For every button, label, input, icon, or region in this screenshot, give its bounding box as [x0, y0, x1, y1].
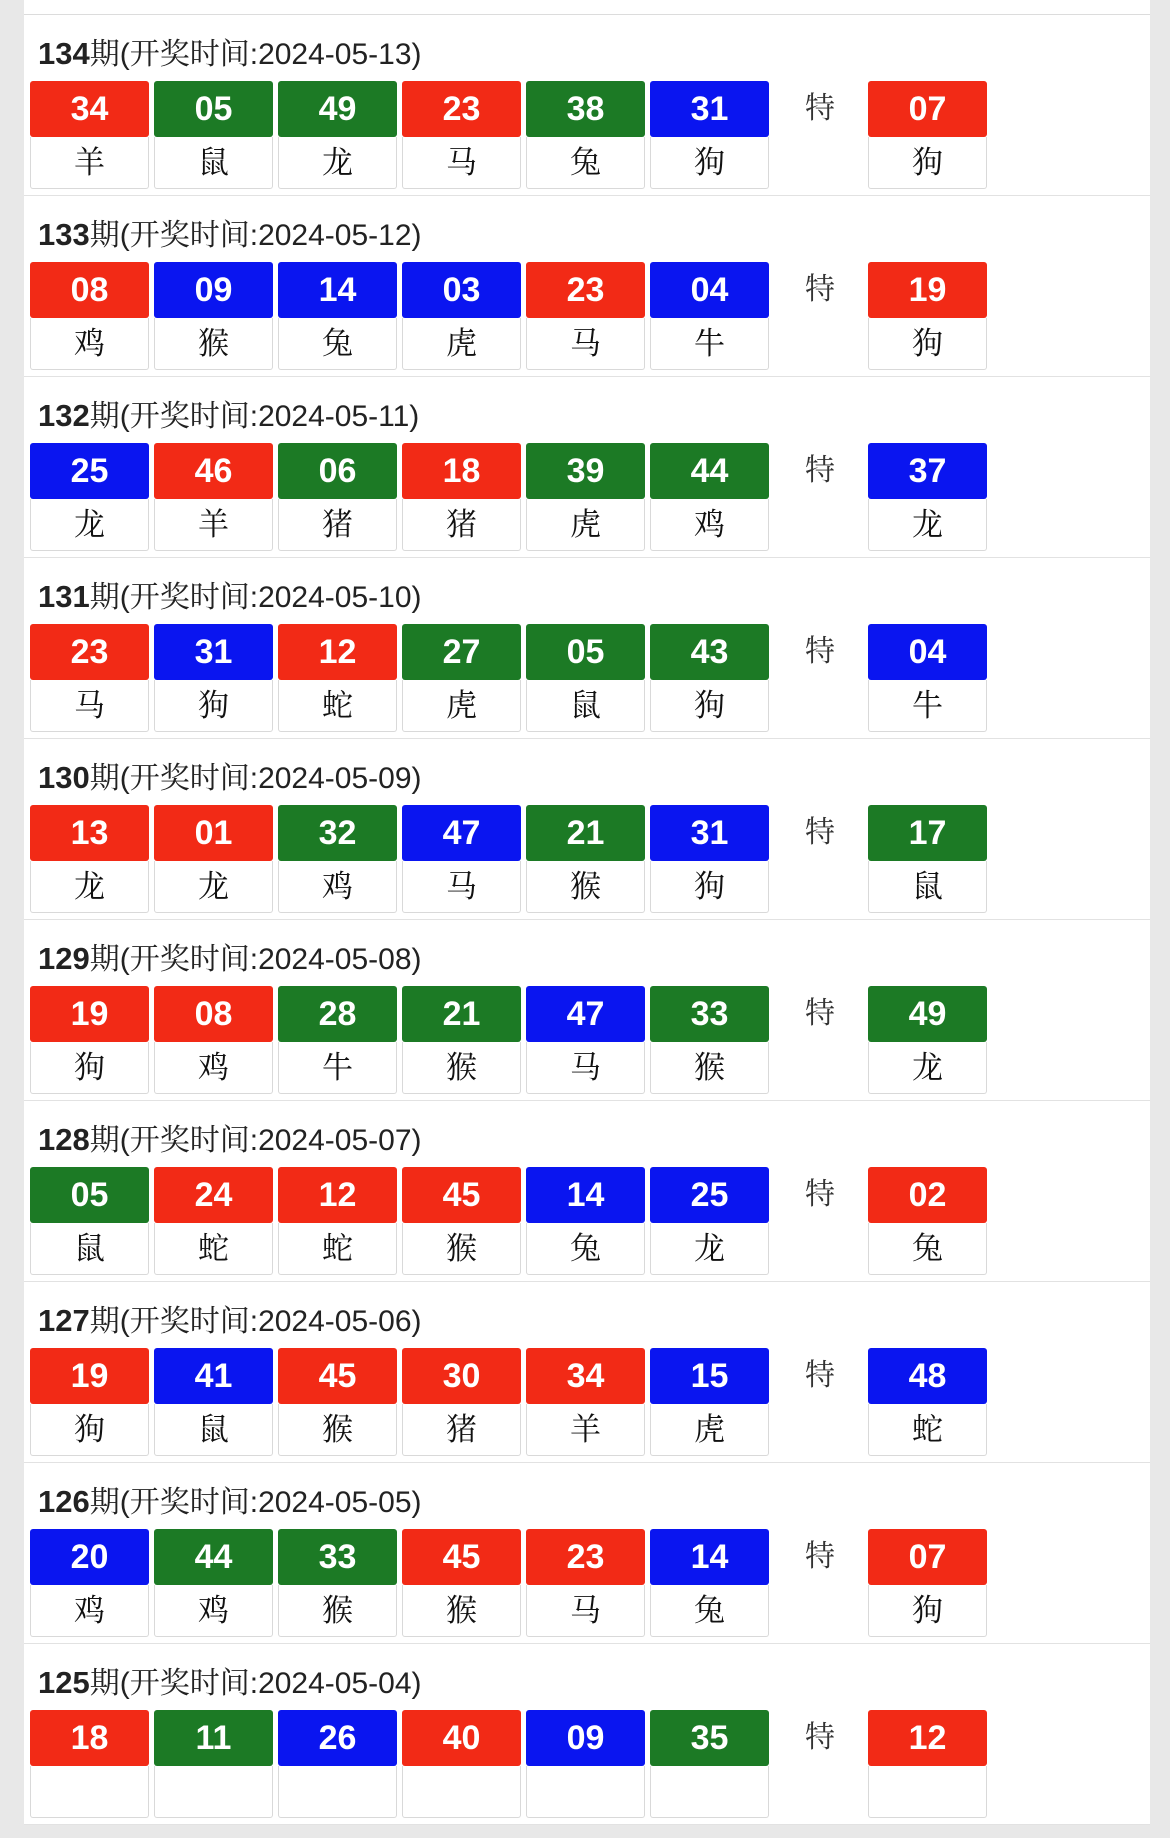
ball-cell [650, 1529, 769, 1637]
special-ball-label: 特 [805, 1721, 835, 1754]
ball-cell [402, 1710, 521, 1818]
special-ball-cell [868, 1710, 987, 1818]
ball-cell [526, 805, 645, 913]
draw-issue-number: 133 [38, 217, 90, 252]
special-ball-number: 07 [868, 1529, 987, 1585]
ball-zodiac [526, 1766, 645, 1818]
ball-number: 23 [402, 81, 521, 137]
ball-number: 21 [526, 805, 645, 861]
draw-date-prefix: 期(开奖时间: [89, 581, 259, 614]
ball-number: 21 [402, 986, 521, 1042]
draw-title [24, 1282, 1150, 1348]
ball-cell [154, 1348, 273, 1456]
ball-zodiac: 兔 [278, 318, 397, 370]
draw-date: 2024-05-11 [258, 400, 410, 433]
ball-zodiac: 猪 [402, 1404, 521, 1456]
ball-zodiac: 猴 [278, 1585, 397, 1637]
ball-number: 44 [154, 1529, 273, 1585]
ball-cell [154, 443, 273, 551]
ball-number: 46 [154, 443, 273, 499]
ball-cell [154, 1167, 273, 1275]
draw-row [24, 443, 1150, 551]
ball-cell [650, 262, 769, 370]
ball-number: 08 [154, 986, 273, 1042]
special-ball-number: 49 [868, 986, 987, 1042]
ball-number: 38 [526, 81, 645, 137]
draw-block [24, 558, 1150, 739]
draw-row [24, 986, 1150, 1094]
ball-zodiac: 马 [526, 1585, 645, 1637]
special-ball-zodiac: 兔 [868, 1223, 987, 1275]
special-ball-cell [868, 624, 987, 732]
ball-zodiac: 狗 [154, 680, 273, 732]
ball-cell [30, 1710, 149, 1818]
draw-title [24, 1644, 1150, 1710]
ball-number: 01 [154, 805, 273, 861]
ball-zodiac: 猴 [154, 318, 273, 370]
ball-zodiac: 鸡 [30, 318, 149, 370]
draw-issue-number: 131 [38, 579, 90, 614]
special-ball-label: 特 [805, 816, 835, 849]
ball-cell [526, 1710, 645, 1818]
ball-cell [30, 81, 149, 189]
ball-number: 33 [650, 986, 769, 1042]
ball-zodiac: 狗 [650, 861, 769, 913]
ball-cell [154, 986, 273, 1094]
ball-zodiac: 猴 [402, 1585, 521, 1637]
ball-number: 49 [278, 81, 397, 137]
ball-number: 14 [526, 1167, 645, 1223]
ball-number: 06 [278, 443, 397, 499]
ball-number: 47 [402, 805, 521, 861]
ball-number: 25 [650, 1167, 769, 1223]
ball-zodiac: 猴 [650, 1042, 769, 1094]
ball-cell [30, 986, 149, 1094]
ball-cell [402, 986, 521, 1094]
ball-number: 03 [402, 262, 521, 318]
special-ball-zodiac: 狗 [868, 318, 987, 370]
draw-date-prefix: 期(开奖时间: [89, 400, 259, 433]
ball-number: 34 [526, 1348, 645, 1404]
ball-zodiac: 龙 [30, 499, 149, 551]
special-ball-zodiac: 龙 [868, 499, 987, 551]
ball-number: 31 [650, 81, 769, 137]
ball-zodiac: 马 [402, 137, 521, 189]
draw-issue-number: 134 [38, 36, 90, 71]
ball-zodiac: 鼠 [30, 1223, 149, 1275]
ball-zodiac: 羊 [154, 499, 273, 551]
ball-cell [650, 986, 769, 1094]
ball-number: 28 [278, 986, 397, 1042]
special-ball-number: 07 [868, 81, 987, 137]
ball-zodiac: 龙 [278, 137, 397, 189]
ball-number: 18 [402, 443, 521, 499]
draw-issue-number: 129 [38, 941, 90, 976]
ball-cell [278, 1167, 397, 1275]
draw-date-suffix: ) [411, 1486, 422, 1519]
ball-number: 31 [650, 805, 769, 861]
ball-number: 15 [650, 1348, 769, 1404]
ball-cell [650, 805, 769, 913]
draw-date-prefix: 期(开奖时间: [89, 1667, 259, 1700]
special-ball-cell [868, 1348, 987, 1456]
ball-number: 32 [278, 805, 397, 861]
draw-date-prefix: 期(开奖时间: [89, 38, 259, 71]
ball-zodiac: 虎 [402, 318, 521, 370]
ball-cell [650, 1710, 769, 1818]
ball-number: 41 [154, 1348, 273, 1404]
special-ball-number: 02 [868, 1167, 987, 1223]
ball-cell [30, 1167, 149, 1275]
ball-number: 31 [154, 624, 273, 680]
special-ball-label: 特 [805, 273, 835, 306]
ball-cell [402, 624, 521, 732]
ball-zodiac: 虎 [526, 499, 645, 551]
ball-zodiac: 马 [402, 861, 521, 913]
ball-zodiac: 鼠 [154, 137, 273, 189]
draw-block [24, 920, 1150, 1101]
ball-number: 35 [650, 1710, 769, 1766]
ball-zodiac: 龙 [30, 861, 149, 913]
ball-number: 05 [30, 1167, 149, 1223]
draw-title [24, 1463, 1150, 1529]
ball-zodiac: 鸡 [154, 1585, 273, 1637]
draw-block [24, 15, 1150, 196]
draw-date-prefix: 期(开奖时间: [89, 1486, 259, 1519]
ball-zodiac: 猪 [402, 499, 521, 551]
ball-number: 12 [278, 1167, 397, 1223]
ball-zodiac: 鸡 [650, 499, 769, 551]
draw-row [24, 1710, 1150, 1818]
ball-zodiac: 狗 [650, 680, 769, 732]
ball-number: 23 [526, 1529, 645, 1585]
ball-cell [650, 624, 769, 732]
ball-number: 23 [526, 262, 645, 318]
draw-date-prefix: 期(开奖时间: [89, 943, 259, 976]
draw-date: 2024-05-10 [258, 581, 412, 614]
ball-zodiac: 牛 [278, 1042, 397, 1094]
ball-cell [278, 1529, 397, 1637]
draw-block [24, 377, 1150, 558]
draw-block [24, 196, 1150, 377]
ball-cell [650, 1348, 769, 1456]
ball-cell [30, 1348, 149, 1456]
ball-number: 11 [154, 1710, 273, 1766]
ball-zodiac: 兔 [650, 1585, 769, 1637]
ball-cell [402, 443, 521, 551]
ball-number: 18 [30, 1710, 149, 1766]
ball-number: 26 [278, 1710, 397, 1766]
ball-number: 04 [650, 262, 769, 318]
special-ball-number: 48 [868, 1348, 987, 1404]
draw-title [24, 920, 1150, 986]
ball-number: 39 [526, 443, 645, 499]
ball-zodiac: 猴 [526, 861, 645, 913]
ball-zodiac: 龙 [650, 1223, 769, 1275]
ball-zodiac: 虎 [650, 1404, 769, 1456]
ball-zodiac [30, 1766, 149, 1818]
draw-block [24, 1282, 1150, 1463]
ball-cell [154, 805, 273, 913]
ball-number: 27 [402, 624, 521, 680]
ball-zodiac: 马 [526, 1042, 645, 1094]
draw-title [24, 377, 1150, 443]
draw-row [24, 805, 1150, 913]
ball-zodiac: 蛇 [278, 1223, 397, 1275]
ball-number: 45 [402, 1529, 521, 1585]
ball-zodiac: 羊 [526, 1404, 645, 1456]
ball-zodiac: 鸡 [154, 1042, 273, 1094]
ball-number: 14 [278, 262, 397, 318]
ball-number: 43 [650, 624, 769, 680]
draw-block [24, 1101, 1150, 1282]
ball-cell [278, 624, 397, 732]
ball-number: 45 [402, 1167, 521, 1223]
draw-date-suffix: ) [411, 762, 422, 795]
draw-issue-number: 128 [38, 1122, 90, 1157]
ball-cell [526, 1348, 645, 1456]
draw-date: 2024-05-09 [258, 762, 412, 795]
draw-title [24, 1101, 1150, 1167]
ball-number: 09 [154, 262, 273, 318]
ball-cell [30, 805, 149, 913]
ball-zodiac: 虎 [402, 680, 521, 732]
ball-cell [526, 1167, 645, 1275]
ball-number: 08 [30, 262, 149, 318]
draw-date: 2024-05-05 [258, 1486, 412, 1519]
ball-zodiac [402, 1766, 521, 1818]
ball-cell [526, 624, 645, 732]
ball-number: 19 [30, 1348, 149, 1404]
ball-zodiac: 兔 [526, 1223, 645, 1275]
ball-cell [154, 262, 273, 370]
ball-number: 09 [526, 1710, 645, 1766]
ball-cell [526, 81, 645, 189]
ball-cell [278, 805, 397, 913]
ball-zodiac: 猴 [402, 1042, 521, 1094]
special-ball-cell [868, 805, 987, 913]
ball-cell [278, 81, 397, 189]
ball-number: 45 [278, 1348, 397, 1404]
ball-cell [526, 1529, 645, 1637]
ball-cell [278, 443, 397, 551]
special-ball-label: 特 [805, 92, 835, 125]
special-ball-cell [868, 1167, 987, 1275]
special-ball-cell [868, 986, 987, 1094]
ball-cell [402, 1167, 521, 1275]
draw-date-prefix: 期(开奖时间: [89, 219, 259, 252]
ball-cell [402, 805, 521, 913]
ball-zodiac [154, 1766, 273, 1818]
draw-issue-number: 130 [38, 760, 90, 795]
ball-number: 05 [526, 624, 645, 680]
draw-date-suffix: ) [411, 1305, 422, 1338]
draw-date-suffix: ) [411, 1124, 422, 1157]
ball-zodiac: 蛇 [154, 1223, 273, 1275]
special-ball-zodiac [868, 1766, 987, 1818]
ball-cell [30, 1529, 149, 1637]
ball-number: 14 [650, 1529, 769, 1585]
ball-zodiac: 马 [526, 318, 645, 370]
draw-row [24, 1529, 1150, 1637]
draw-date: 2024-05-12 [258, 219, 412, 252]
ball-cell [278, 262, 397, 370]
draw-date-suffix: ) [411, 38, 422, 71]
ball-cell [154, 1710, 273, 1818]
ball-zodiac: 马 [30, 680, 149, 732]
ball-number: 12 [278, 624, 397, 680]
ball-zodiac: 猴 [402, 1223, 521, 1275]
draw-date-suffix: ) [411, 581, 422, 614]
ball-cell [278, 1710, 397, 1818]
ball-cell [402, 1348, 521, 1456]
special-ball-label: 特 [805, 1540, 835, 1573]
ball-number: 19 [30, 986, 149, 1042]
draw-date: 2024-05-08 [258, 943, 412, 976]
ball-zodiac: 猪 [278, 499, 397, 551]
draw-block [24, 1463, 1150, 1644]
ball-zodiac [278, 1766, 397, 1818]
draw-issue-number: 125 [38, 1665, 90, 1700]
ball-cell [650, 1167, 769, 1275]
ball-number: 13 [30, 805, 149, 861]
draw-date: 2024-05-13 [258, 38, 412, 71]
ball-number: 40 [402, 1710, 521, 1766]
ball-cell [402, 262, 521, 370]
draw-date: 2024-05-04 [258, 1667, 412, 1700]
special-ball-zodiac: 龙 [868, 1042, 987, 1094]
draw-block [24, 1644, 1150, 1825]
draw-date-suffix: ) [411, 1667, 422, 1700]
special-ball-number: 19 [868, 262, 987, 318]
draw-results-list [24, 15, 1150, 1825]
draw-date-prefix: 期(开奖时间: [89, 1305, 259, 1338]
special-ball-label: 特 [805, 997, 835, 1030]
ball-cell [30, 624, 149, 732]
ball-cell [154, 624, 273, 732]
ball-zodiac: 鼠 [154, 1404, 273, 1456]
special-ball-label: 特 [805, 454, 835, 487]
special-ball-cell [868, 81, 987, 189]
draw-title [24, 196, 1150, 262]
special-ball-number: 17 [868, 805, 987, 861]
special-ball-number: 37 [868, 443, 987, 499]
ball-number: 25 [30, 443, 149, 499]
ball-zodiac: 猴 [278, 1404, 397, 1456]
draw-title [24, 558, 1150, 624]
ball-zodiac: 狗 [650, 137, 769, 189]
draw-row [24, 1348, 1150, 1456]
special-ball-zodiac: 鼠 [868, 861, 987, 913]
ball-number: 23 [30, 624, 149, 680]
special-ball-number: 04 [868, 624, 987, 680]
ball-cell [30, 443, 149, 551]
ball-zodiac: 蛇 [278, 680, 397, 732]
draw-date-suffix: ) [411, 943, 422, 976]
draw-date-suffix: ) [409, 400, 420, 433]
page-top-strip [24, 0, 1150, 15]
ball-zodiac: 狗 [30, 1042, 149, 1094]
special-ball-zodiac: 狗 [868, 1585, 987, 1637]
ball-cell [526, 986, 645, 1094]
special-ball-zodiac: 狗 [868, 137, 987, 189]
ball-cell [154, 1529, 273, 1637]
ball-cell [154, 81, 273, 189]
draw-date-prefix: 期(开奖时间: [89, 1124, 259, 1157]
draw-date: 2024-05-07 [258, 1124, 412, 1157]
ball-zodiac [650, 1766, 769, 1818]
draw-date-prefix: 期(开奖时间: [89, 762, 259, 795]
ball-zodiac: 鼠 [526, 680, 645, 732]
ball-zodiac: 狗 [30, 1404, 149, 1456]
draw-title [24, 739, 1150, 805]
ball-zodiac: 羊 [30, 137, 149, 189]
draw-row [24, 624, 1150, 732]
draw-row [24, 81, 1150, 189]
ball-number: 33 [278, 1529, 397, 1585]
ball-cell [650, 81, 769, 189]
ball-cell [402, 1529, 521, 1637]
ball-zodiac: 龙 [154, 861, 273, 913]
ball-cell [30, 262, 149, 370]
ball-zodiac: 鸡 [30, 1585, 149, 1637]
special-ball-zodiac: 蛇 [868, 1404, 987, 1456]
special-ball-cell [868, 443, 987, 551]
special-ball-cell [868, 262, 987, 370]
ball-zodiac: 牛 [650, 318, 769, 370]
ball-cell [526, 262, 645, 370]
draw-row [24, 1167, 1150, 1275]
special-ball-label: 特 [805, 1178, 835, 1211]
draw-issue-number: 127 [38, 1303, 90, 1338]
ball-number: 24 [154, 1167, 273, 1223]
draw-title [24, 15, 1150, 81]
ball-cell [650, 443, 769, 551]
ball-cell [402, 81, 521, 189]
ball-number: 30 [402, 1348, 521, 1404]
special-ball-zodiac: 牛 [868, 680, 987, 732]
ball-cell [278, 986, 397, 1094]
special-ball-cell [868, 1529, 987, 1637]
draw-row [24, 262, 1150, 370]
draw-date-suffix: ) [411, 219, 422, 252]
draw-issue-number: 126 [38, 1484, 90, 1519]
ball-cell [526, 443, 645, 551]
draw-date: 2024-05-06 [258, 1305, 412, 1338]
ball-number: 44 [650, 443, 769, 499]
special-ball-label: 特 [805, 1359, 835, 1392]
ball-cell [278, 1348, 397, 1456]
ball-number: 34 [30, 81, 149, 137]
ball-zodiac: 兔 [526, 137, 645, 189]
draw-block [24, 739, 1150, 920]
ball-number: 47 [526, 986, 645, 1042]
special-ball-label: 特 [805, 635, 835, 668]
ball-number: 20 [30, 1529, 149, 1585]
ball-number: 05 [154, 81, 273, 137]
special-ball-number: 12 [868, 1710, 987, 1766]
draw-issue-number: 132 [38, 398, 90, 433]
ball-zodiac: 鸡 [278, 861, 397, 913]
